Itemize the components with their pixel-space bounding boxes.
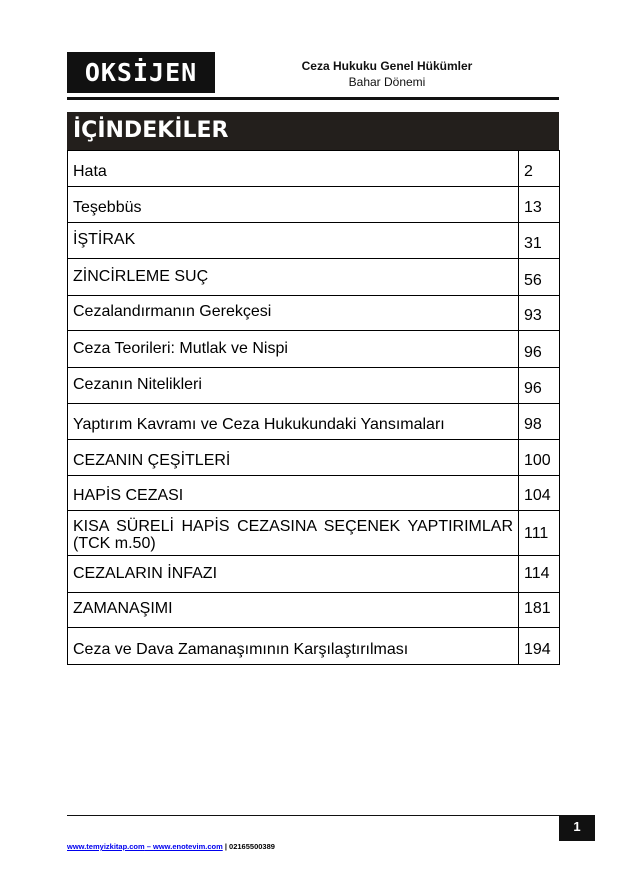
footer-link-temyizkitap[interactable]: www.temyizkitap.com <box>67 842 145 851</box>
toc-row[interactable] <box>68 259 560 296</box>
toc-entry-title[interactable]: Hata <box>68 151 519 187</box>
toc-entry-page: 114 <box>519 556 560 593</box>
toc-entry-title[interactable]: Cezanın Nitelikleri <box>68 368 519 404</box>
toc-entry-title[interactable]: ZİNCİRLEME SUÇ <box>68 259 519 296</box>
toc-row[interactable] <box>68 223 560 259</box>
toc-entry-title[interactable]: Ceza Teorileri: Mutlak ve Nispi <box>68 331 519 368</box>
toc-entry-title[interactable]: KISA SÜRELİ HAPİS CEZASINA SEÇENEK YAPTIRIMLAR (TCK m.50) <box>68 511 519 556</box>
toc-entry-title[interactable]: ZAMANAŞIMI <box>68 593 519 628</box>
term-label: Bahar Dönemi <box>348 75 426 89</box>
toc-entry-page: 100 <box>519 440 560 476</box>
footer-link-enotevim[interactable]: www.enotevim.com <box>153 842 223 851</box>
toc-entry-page: 111 <box>519 511 560 556</box>
footer-divider-text: | <box>222 842 230 851</box>
toc-entry-page: 93 <box>519 296 560 331</box>
header-divider <box>67 97 559 100</box>
oksijen-logo: OKSİJEN <box>67 52 215 93</box>
toc-row[interactable] <box>68 511 560 556</box>
toc-entry-page: 2 <box>519 151 560 187</box>
toc-entry-title[interactable]: Ceza ve Dava Zamanaşımının Karşılaştırılması <box>68 628 519 665</box>
toc-entry-title[interactable]: CEZALARIN İNFAZI <box>68 556 519 593</box>
toc-row[interactable] <box>68 440 560 476</box>
toc-row[interactable] <box>68 404 560 440</box>
toc-row[interactable] <box>68 628 560 665</box>
toc-entry-page: 56 <box>519 259 560 296</box>
toc-entry-page: 104 <box>519 476 560 511</box>
toc-entry-page: 181 <box>519 593 560 628</box>
toc-heading: İÇİNDEKİLER <box>67 112 559 150</box>
toc-entry-page: 96 <box>519 368 560 404</box>
toc-entry-page: 98 <box>519 404 560 440</box>
toc-entry-title[interactable]: İŞTİRAK <box>68 223 519 259</box>
toc-entry-page: 194 <box>519 628 560 665</box>
toc-row[interactable] <box>68 556 560 593</box>
toc-entry-title[interactable]: Cezalandırmanın Gerekçesi <box>68 296 519 331</box>
toc-entry-title[interactable]: Teşebbüs <box>68 187 519 223</box>
footer-phone: 02165500389 <box>229 842 275 851</box>
toc-entry-page: 31 <box>519 223 560 259</box>
footer <box>67 842 275 851</box>
toc-row[interactable] <box>68 296 560 331</box>
toc-row[interactable] <box>68 187 560 223</box>
toc-entry-title[interactable]: Yaptırım Kavramı ve Ceza Hukukundaki Yansımaları <box>68 404 519 440</box>
toc-entry-title[interactable]: HAPİS CEZASI <box>68 476 519 511</box>
footer-link-separator: – <box>144 842 154 851</box>
course-title: Ceza Hukuku Genel Hükümler <box>301 59 473 73</box>
toc-row[interactable] <box>68 593 560 628</box>
footer-divider <box>67 815 559 816</box>
toc-table <box>67 150 560 665</box>
toc-row[interactable] <box>68 331 560 368</box>
toc-row[interactable] <box>68 476 560 511</box>
toc-entry-title[interactable]: CEZANIN ÇEŞİTLERİ <box>68 440 519 476</box>
toc-row[interactable] <box>68 368 560 404</box>
page-number: 1 <box>559 815 595 841</box>
toc-row[interactable] <box>68 151 560 187</box>
toc-entry-page: 13 <box>519 187 560 223</box>
toc-entry-page: 96 <box>519 331 560 368</box>
